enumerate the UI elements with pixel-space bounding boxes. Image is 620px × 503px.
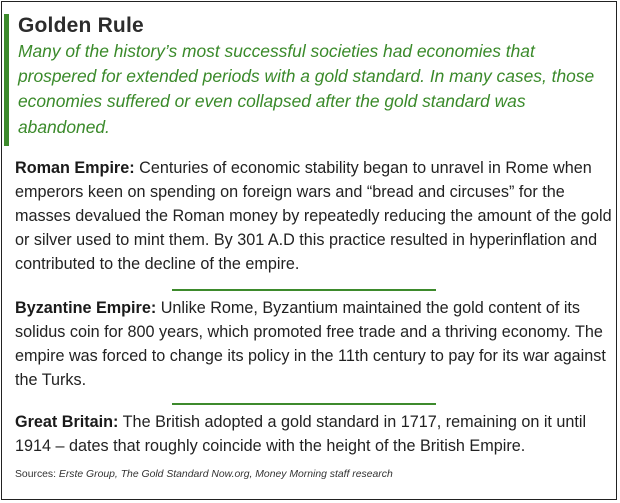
section-heading: Great Britain: <box>15 413 119 431</box>
section-byzantine-empire <box>15 296 613 392</box>
panel-header <box>4 14 608 146</box>
panel-intro: Many of the history’s most successful societies had economies that prospered for extended periods with a gold standard. In many cases, those economies suffered or even collapsed after the gold standard was abandoned. <box>18 41 595 137</box>
sources-footnote <box>15 468 613 482</box>
section-body: Centuries of economic stability began to unravel in Rome when emperors keen on spending on foreign wars and “bread and circuses” for the masses devalued the Roman money by repeatedly reducing the amount of the gold or silver used to mint them. By 301 A.D this practice resulted in hyperinflation and contributed to the decline of the empire. <box>15 159 612 273</box>
section-roman-empire <box>15 156 613 276</box>
section-heading: Byzantine Empire: <box>15 299 157 317</box>
section-body: Unlike Rome, Byzantium maintained the gold content of its solidus coin for 800 years, which promoted free trade and a thriving economy. The empire was forced to change its policy in the 11th century to pay for its war against the Turks. <box>15 299 606 389</box>
section-body: The British adopted a gold standard in 1717, remaining on it until 1914 – dates that roughly coincide with the height of the British Empire. <box>15 413 587 455</box>
golden-rule-panel <box>1 1 617 500</box>
sources-label: Sources: <box>15 469 57 480</box>
section-great-britain <box>15 410 613 458</box>
sources-list: Erste Group, The Gold Standard Now.org, Money Morning staff research <box>58 469 393 480</box>
section-divider <box>172 403 436 405</box>
section-divider <box>172 289 436 291</box>
section-heading: Roman Empire: <box>15 159 135 177</box>
panel-title: Golden Rule <box>18 14 144 37</box>
